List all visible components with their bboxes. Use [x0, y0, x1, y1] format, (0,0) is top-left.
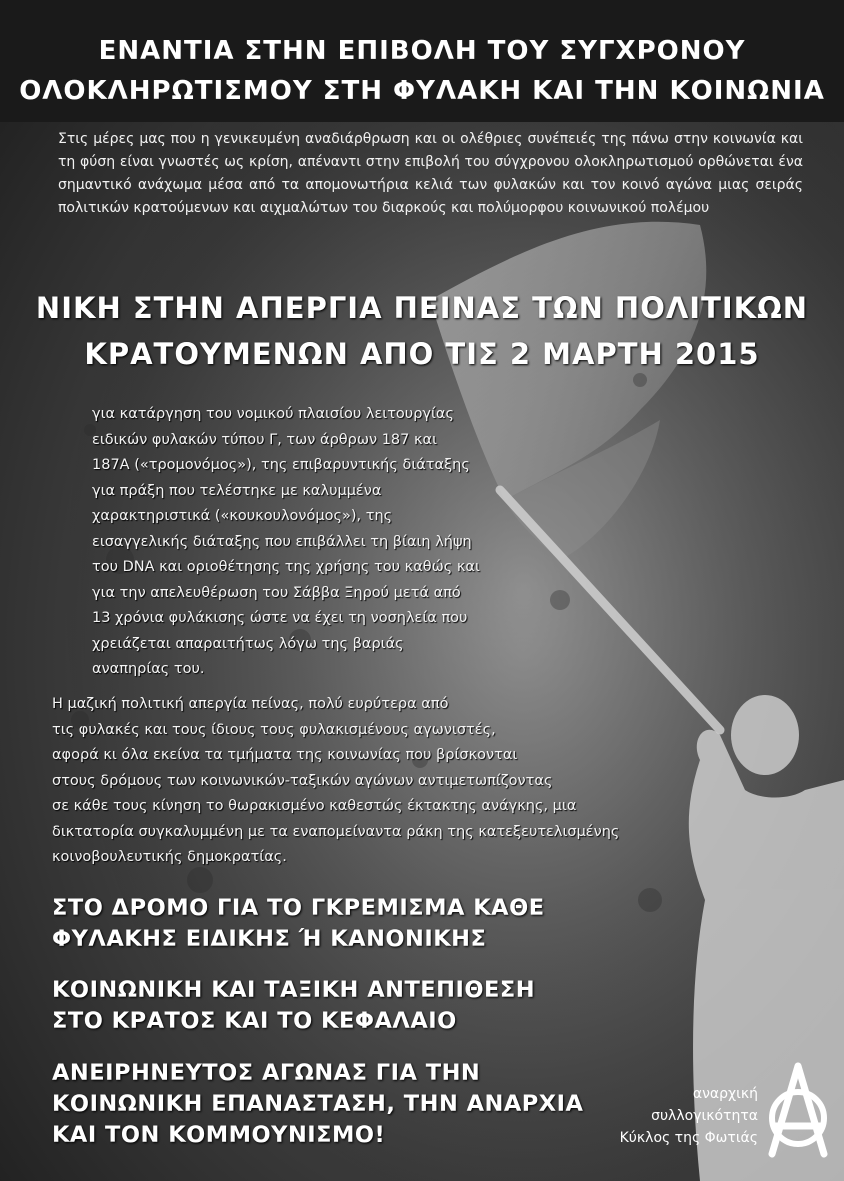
strike-line: αφορά κι όλα εκείνα τα τμήματα της κοινωνίας που βρίσκονται: [52, 747, 518, 763]
demands-line: του DNA και οριοθέτησης της χρήσης του καθώς και: [92, 559, 480, 575]
signature-line-3: Κύκλος της Φωτιάς: [619, 1130, 758, 1146]
demands-line: χαρακτηριστικά («κουκουλονόμος»), της: [92, 508, 393, 524]
slogan-1-line-2: ΦΥΛΑΚΗΣ ΕΙΔΙΚΗΣ Ή ΚΑΝΟΝΙΚΗΣ: [52, 926, 487, 952]
slogan-3-line-2: ΚΟΙΝΩΝΙΚΗ ΕΠΑΝΑΣΤΑΣΗ, ΤΗΝ ΑΝΑΡΧΙΑ: [52, 1091, 584, 1117]
slogan-3-line-3: ΚΑΙ ΤΟΝ ΚΟΜΜΟΥΝΙΣΜΟ!: [52, 1122, 386, 1148]
slogan-2: [52, 975, 535, 1037]
strike-line: δικτατορία συγκαλυμμένη με τα εναπομείναντα ράκη της κατεξευτελισμένης: [52, 823, 620, 840]
main-title-line-2: ΟΛΟΚΛΗΡΩΤΙΣΜΟΥ ΣΤΗ ΦΥΛΑΚΗ ΚΑΙ ΤΗΝ ΚΟΙΝΩΝΙΑ: [19, 76, 825, 106]
slogan-2-line-1: ΚΟΙΝΩΝΙΚΗ ΚΑΙ ΤΑΞΙΚΗ ΑΝΤΕΠΙΘΕΣΗ: [52, 977, 536, 1003]
demands-line: για κατάργηση του νομικού πλαισίου λειτουργίας: [92, 406, 454, 422]
demands-line: 187Α («τρομονόμος»), της επιβαρυντικής διάταξης: [92, 457, 470, 473]
strike-line: σε κάθε τους κίνηση το θωρακισμένο καθεστώς έκτακτης ανάγκης, μια: [52, 798, 577, 814]
demands-line: 13 χρόνια φυλάκισης ώστε να έχει τη νοσηλεία που: [92, 610, 468, 626]
slogan-1-line-1: ΣΤΟ ΔΡΟΜΟ ΓΙΑ ΤΟ ΓΚΡΕΜΙΣΜΑ ΚΑΘΕ: [52, 895, 545, 921]
demands-line: για πράξη που τελέστηκε με καλυμμένα: [92, 482, 382, 499]
strike-line: στους δρόμους των κοινωνικών-ταξικών αγώνων αντιμετωπίζοντας: [52, 772, 553, 789]
signature-line-2: συλλογικότητα: [651, 1108, 758, 1124]
signature-line-1: αναρχική: [692, 1086, 758, 1102]
signature-block: [600, 1083, 758, 1149]
strike-paragraph: [52, 692, 619, 871]
main-title-line-1: ΕΝΑΝΤΙΑ ΣΤΗΝ ΕΠΙΒΟΛΗ ΤΟΥ ΣΥΓΧΡΟΝΟΥ: [98, 36, 746, 66]
demands-paragraph: [92, 402, 480, 683]
anarchy-circle-a-icon: [760, 1060, 836, 1160]
intro-paragraph: Στις μέρες μας που η γενικευμένη αναδιάρθρωση και οι ολέθριες συνέπειές της πάνω στην κοινωνία και τη φύση είναι γνωστές ως κρίση, απέναντι στην επιβολή του σύγχρονου ολοκληρωτισμού ορθώνεται ένα σημαντικό ανάχωμα μέσα από τα απομονωτήρια κελιά των φυλακών και τον κοινό αγώνα μιας σειράς πολιτικών κρατούμενων και αιχμαλώτων του διαρκούς και πολύμορφου κοινωνικού πολέμου: [58, 131, 803, 216]
strike-title-line-2: ΚΡΑΤΟΥΜΕΝΩΝ ΑΠΟ ΤΙΣ 2 ΜΑΡΤΗ 2015: [84, 337, 760, 371]
strike-line: Η μαζική πολιτική απεργία πείνας, πολύ ευρύτερα από: [52, 696, 449, 712]
demands-line: ειδικών φυλακών τύπου Γ, των άρθρων 187 και: [92, 431, 437, 448]
slogan-1: [52, 893, 545, 955]
demands-line: αναπηρίας του.: [92, 661, 205, 677]
demands-line: εισαγγελικής διάταξης που επιβάλλει τη βίαιη λήψη: [92, 533, 472, 550]
slogan-2-line-2: ΣΤΟ ΚΡΑΤΟΣ ΚΑΙ ΤΟ ΚΕΦΑΛΑΙΟ: [52, 1008, 457, 1034]
strike-line: κοινοβουλευτικής δημοκρατίας.: [52, 849, 287, 865]
demands-line: για την απελευθέρωση του Σάββα Ξηρού μετά από: [92, 584, 461, 601]
slogan-3: [52, 1058, 583, 1151]
strike-title-line-1: ΝΙΚΗ ΣΤΗΝ ΑΠΕΡΓΙΑ ΠΕΙΝΑΣ ΤΩΝ ΠΟΛΙΤΙΚΩΝ: [35, 291, 809, 325]
strike-line: τις φυλακές και τους ίδιους τους φυλακισμένους αγωνιστές,: [52, 721, 496, 738]
slogan-3-line-1: ΑΝΕΙΡΗΝΕΥΤΟΣ ΑΓΩΝΑΣ ΓΙΑ ΤΗΝ: [52, 1060, 481, 1086]
demands-line: χρειάζεται απαραιτήτως λόγω της βαριάς: [92, 635, 404, 652]
